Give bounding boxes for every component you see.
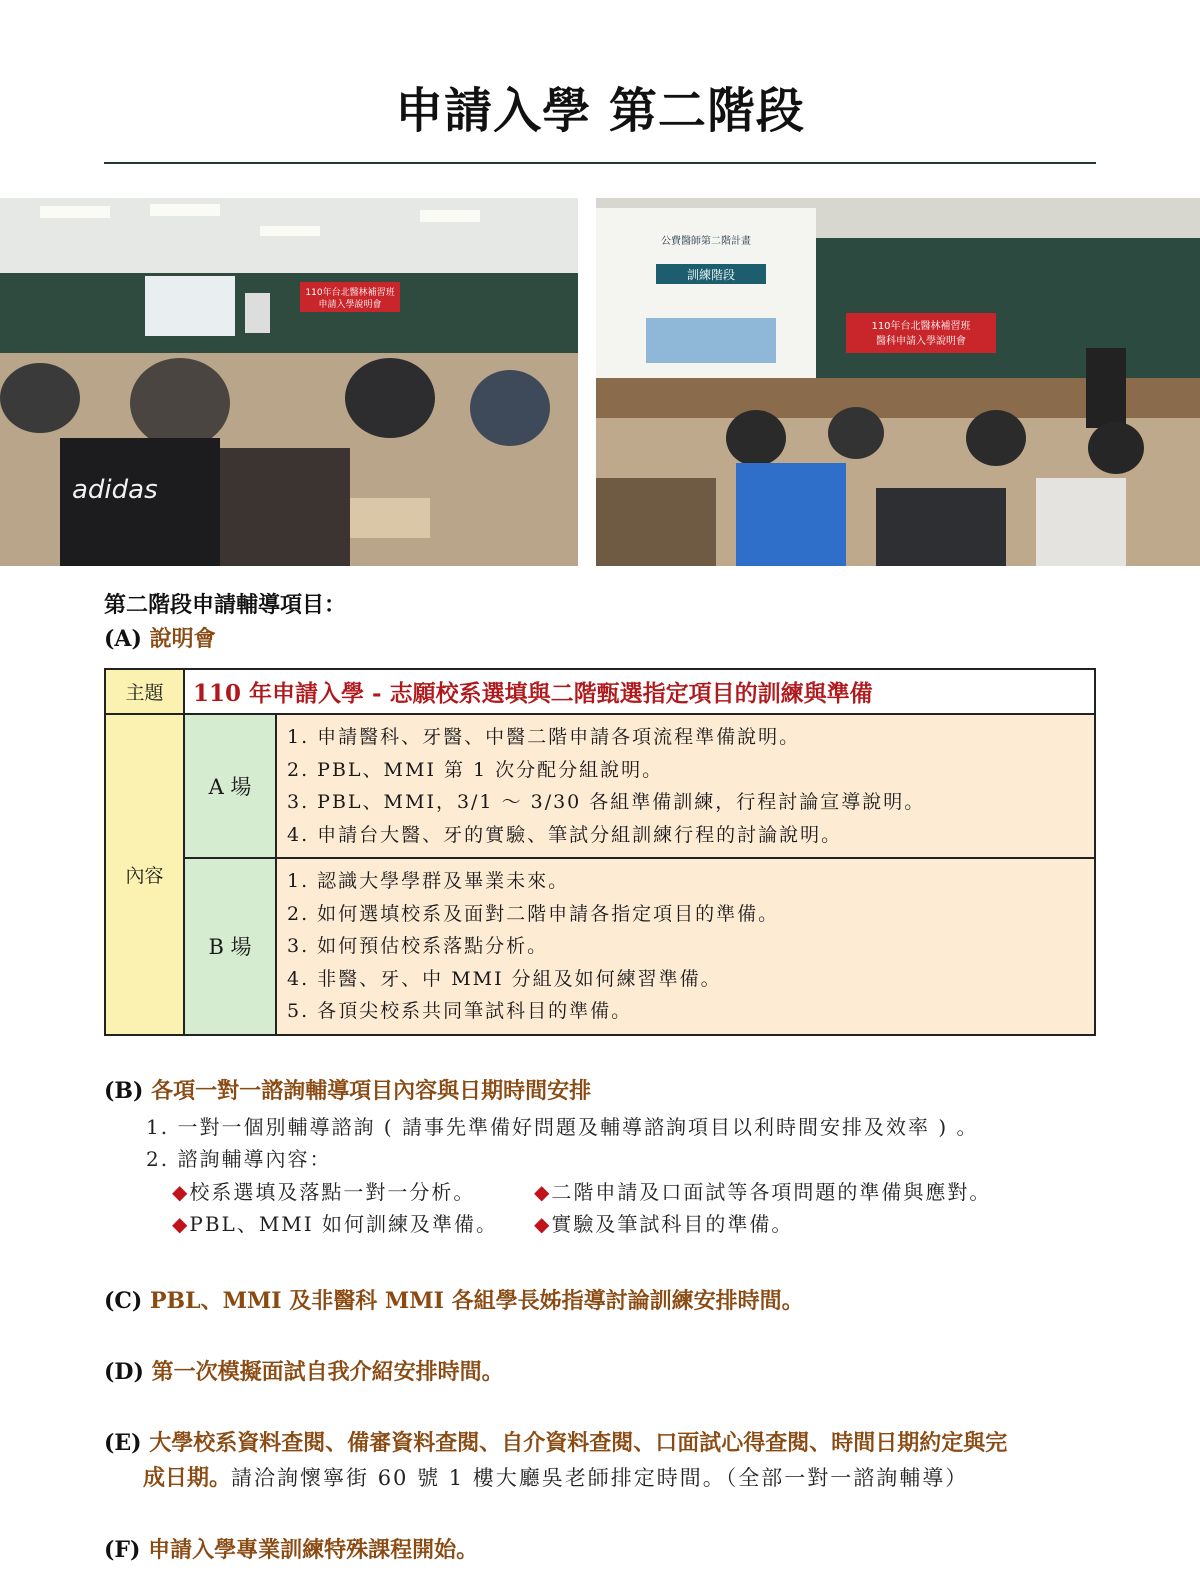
section-b-line1: 1. 一對一個別輔導諮詢 ( 請事先準備好問題及輔導諮詢項目以利時間安排及效率 ) 。 xyxy=(146,1115,979,1139)
seminar-table xyxy=(104,668,1096,1036)
list-item: 1. 申請醫科、牙醫、中醫二階申請各項流程準備說明。 xyxy=(287,726,801,748)
section-f-title: 申請入學專業訓練特殊課程開始。 xyxy=(148,1537,479,1563)
right-slide-title: 公費醫師第二階計畫 xyxy=(661,236,751,247)
section-a-heading xyxy=(104,622,216,653)
right-banner-line1: 110年台北醫林補習班 xyxy=(871,321,971,332)
diamond-bullet-icon: ◆ xyxy=(172,1212,190,1236)
section-e-continuation xyxy=(143,1461,968,1492)
seminar-photo-left xyxy=(0,198,578,566)
section-a-title: 說明會 xyxy=(149,626,216,652)
section-e-label: (E) xyxy=(104,1430,142,1456)
section-f-heading xyxy=(104,1533,478,1564)
section-c-title: PBL、MMI 及非醫科 MMI 各組學長姊指導討論訓練安排時間。 xyxy=(150,1288,804,1314)
section-b-label: (B) xyxy=(104,1078,144,1104)
section-d-heading xyxy=(104,1355,504,1386)
list-item: 2. 如何選填校系及面對二階申請各指定項目的準備。 xyxy=(287,902,780,925)
section-e-heading xyxy=(104,1426,1007,1457)
diamond-bullet-icon: ◆ xyxy=(172,1180,190,1204)
session-b-items xyxy=(276,858,1095,1035)
content-label: 內容 xyxy=(105,714,184,1035)
section-d-label: (D) xyxy=(104,1359,144,1385)
session-a-items xyxy=(276,714,1095,858)
left-banner-line1: 110年台北醫林補習班 xyxy=(305,288,395,298)
list-item: 3. PBL、MMI，3/1 ～ 3/30 各組準備訓練，行程討論宣導說明。 xyxy=(287,791,926,813)
section-e-title-line2: 成日期。 xyxy=(143,1465,232,1491)
list-item: 5. 各頂尖校系共同筆試科目的準備。 xyxy=(287,1000,633,1022)
bullet-item-2: ◆二階申請及口面試等各項問題的準備與應對。 xyxy=(534,1180,992,1204)
left-banner-line2: 申請入學說明會 xyxy=(318,300,382,310)
session-b-name: B 場 xyxy=(184,858,276,1035)
topic-label: 主題 xyxy=(105,669,184,714)
guidance-heading: 第二階段申請輔導項目： xyxy=(104,592,347,618)
right-slide-heading: 訓練階段 xyxy=(686,268,736,282)
section-a-label: (A) xyxy=(104,626,142,652)
list-item: 4. 非醫、牙、中 MMI 分組及如何練習準備。 xyxy=(287,967,722,990)
diamond-bullet-icon: ◆ xyxy=(534,1212,552,1236)
seminar-photo-right xyxy=(596,198,1200,566)
topic-value: 110 年申請入學 - 志願校系選填與二階甄選指定項目的訓練與準備 xyxy=(184,669,1095,714)
list-item: 4. 申請台大醫、牙的實驗、筆試分組訓練行程的討論說明。 xyxy=(287,823,843,846)
page-title: 申請入學 第二階段 xyxy=(395,83,805,139)
section-b-line2: 2. 諮詢輔導內容： xyxy=(146,1147,332,1171)
list-item: 3. 如何預估校系落點分析。 xyxy=(287,935,549,957)
section-f-label: (F) xyxy=(104,1537,141,1563)
right-banner-line2: 醫科申請入學說明會 xyxy=(876,336,966,347)
section-c-label: (C) xyxy=(104,1288,143,1314)
list-item: 1. 認識大學學群及畢業未來。 xyxy=(287,870,570,892)
bullet-item-1: ◆校系選填及落點一對一分析。 xyxy=(172,1180,476,1204)
section-b-heading xyxy=(104,1074,591,1105)
list-item: 2. PBL、MMI 第 1 次分配分組說明。 xyxy=(287,758,664,781)
section-b-title: 各項一對一諮詢輔導項目內容與日期時間安排 xyxy=(151,1078,592,1104)
section-c-heading xyxy=(104,1284,804,1315)
section-e-note: 請洽詢懷寧街 60 號 1 樓大廳吳老師排定時間。（全部一對一諮詢輔導） xyxy=(231,1466,969,1490)
left-jacket-text: adidas xyxy=(72,475,158,505)
bullet-item-3: ◆PBL、MMI 如何訓練及準備。 xyxy=(172,1212,499,1236)
section-d-title: 第一次模擬面試自我介紹安排時間。 xyxy=(151,1359,504,1385)
diamond-bullet-icon: ◆ xyxy=(534,1180,552,1204)
title-divider xyxy=(104,162,1096,164)
section-e-title-line1: 大學校系資料查閱、備審資料查閱、自介資料查閱、口面試心得查閱、時間日期約定與完 xyxy=(149,1430,1008,1456)
session-a-name: A 場 xyxy=(184,714,276,858)
bullet-item-4: ◆實驗及筆試科目的準備。 xyxy=(534,1212,794,1236)
